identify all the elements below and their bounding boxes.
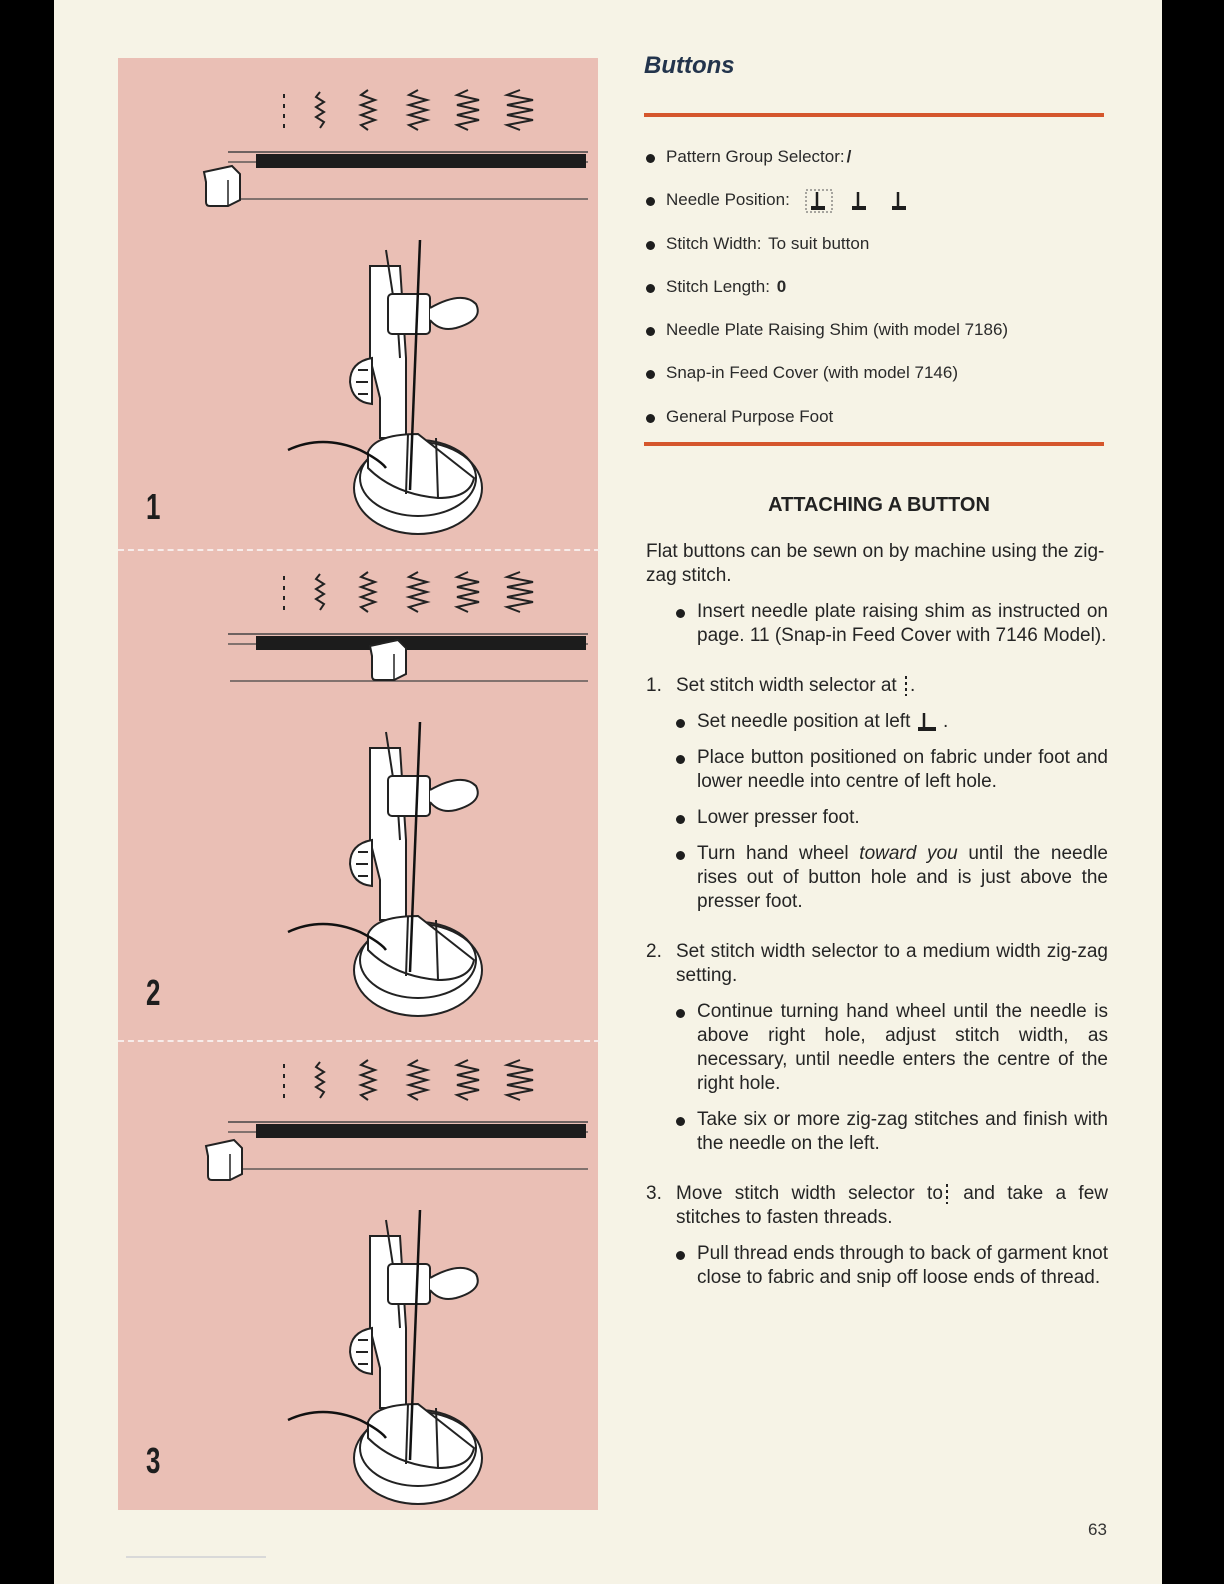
figure-2-label: 2 bbox=[146, 972, 161, 1013]
instructions bbox=[646, 540, 1108, 1302]
step-3: 3. Move stitch width selector to and take a few stitches to fasten threads. bbox=[646, 1183, 1108, 1229]
list-item: Continue turning hand wheel until the needle is above right hole, adjust stitch width, as necessary, until needle enters the centre of the right hole. bbox=[646, 1000, 1108, 1096]
spec-stitch-length: Stitch Length: 0 bbox=[644, 270, 1124, 313]
needle-position-icons bbox=[805, 187, 915, 215]
spec-feed-cover: Snap-in Feed Cover (with model 7146) bbox=[644, 356, 1124, 399]
list-item: Place button positioned on fabric under foot and lower needle into centre of left hole. bbox=[646, 746, 1108, 794]
bottom-divider bbox=[644, 442, 1104, 446]
stitch-width-zero-icon bbox=[902, 674, 910, 698]
figure-1-illustration bbox=[118, 58, 598, 538]
list-item: Turn hand wheel toward you until the needle rises out of button hole and is just above the presser foot. bbox=[646, 842, 1108, 914]
page-title: Buttons bbox=[644, 52, 735, 79]
list-item: Pull thread ends through to back of garment knot close to fabric and snip off loose ends of thread. bbox=[646, 1242, 1108, 1290]
list-item: Set needle position at left . bbox=[646, 710, 1108, 734]
intro-paragraph: Flat buttons can be sewn on by machine using the zig-zag stitch. bbox=[646, 541, 1105, 586]
top-divider bbox=[644, 113, 1104, 117]
spec-presser-foot: General Purpose Foot bbox=[644, 400, 1124, 443]
step-1: 1. Set stitch width selector at . bbox=[646, 675, 916, 697]
manual-page bbox=[54, 0, 1162, 1584]
list-item: Take six or more zig-zag stitches and finish with the needle on the left. bbox=[646, 1108, 1108, 1156]
stitch-width-zero-icon bbox=[943, 1182, 951, 1206]
figure-2-illustration bbox=[118, 540, 598, 1020]
pattern-group-value: / bbox=[846, 147, 852, 166]
list-item: Lower presser foot. bbox=[646, 806, 1108, 830]
page-number: 63 bbox=[1088, 1520, 1107, 1539]
footer-line bbox=[126, 1556, 266, 1558]
spec-needle-position: Needle Position: bbox=[644, 183, 1124, 226]
needle-left-icon bbox=[916, 711, 938, 733]
spec-raising-shim: Needle Plate Raising Shim (with model 7186) bbox=[644, 313, 1124, 356]
figure-1-label: 1 bbox=[146, 486, 161, 527]
section-heading: ATTACHING A BUTTON bbox=[768, 494, 990, 516]
spec-pattern-group: Pattern Group Selector: / bbox=[644, 140, 1124, 183]
figure-3-illustration bbox=[118, 1028, 598, 1508]
figure-3-label: 3 bbox=[146, 1440, 161, 1481]
list-item: Insert needle plate raising shim as instructed on page. 11 (Snap-in Feed Cover with 7146 Model). bbox=[646, 600, 1108, 648]
step-2: 2. Set stitch width selector to a medium width zig-zag setting. bbox=[646, 941, 1108, 987]
spec-stitch-width: Stitch Width: To suit button bbox=[644, 227, 1124, 270]
settings-list bbox=[644, 140, 1124, 443]
